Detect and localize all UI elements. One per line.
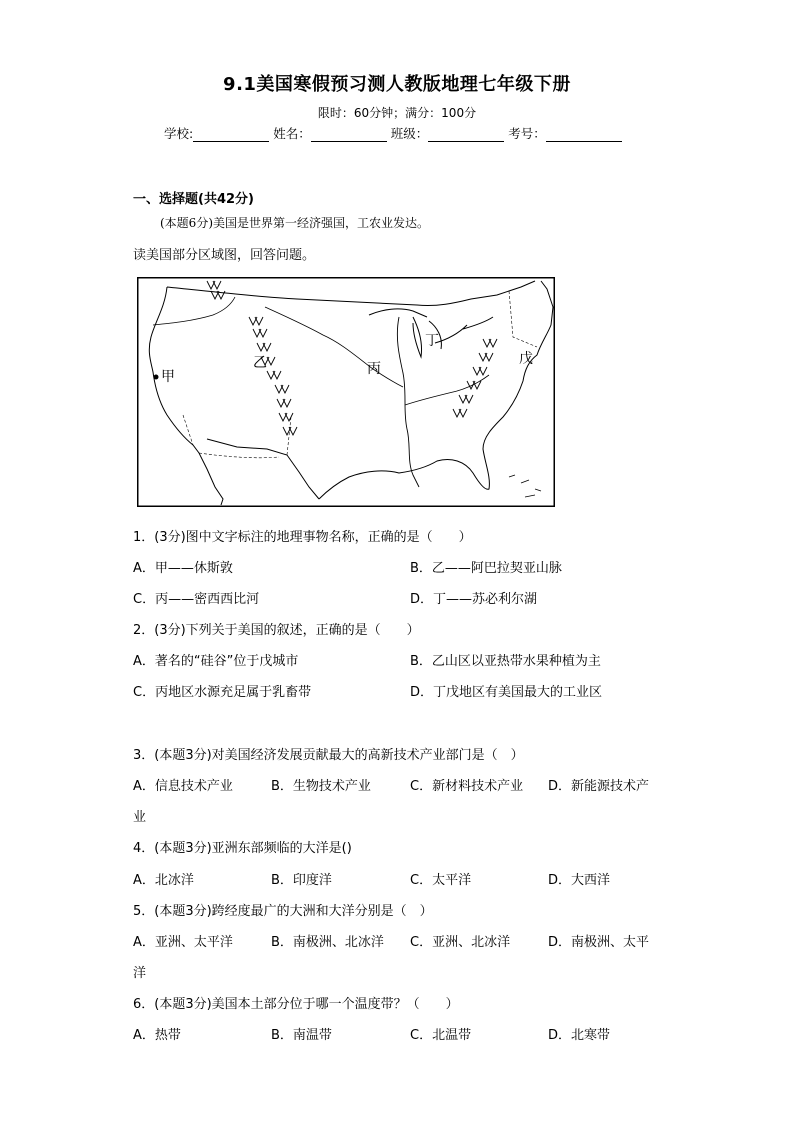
q5-option-a[interactable]: A．亚洲、太平洋 bbox=[133, 935, 233, 950]
question-group-intro: (本题6分)美国是世界第一经济强国，工农业发达。 bbox=[160, 216, 429, 230]
q4-option-d[interactable]: D．大西洋 bbox=[548, 873, 611, 888]
q6-option-a[interactable]: A．热带 bbox=[133, 1028, 181, 1043]
q6-option-c[interactable]: C．北温带 bbox=[410, 1028, 472, 1043]
question-2-stem: 2．(3分)下列关于美国的叙述，正确的是（ ） bbox=[133, 623, 420, 638]
q5-option-b[interactable]: B．南极洲、北冰洋 bbox=[271, 935, 384, 950]
question-4-stem: 4．(本题3分)亚洲东部频临的大洋是() bbox=[133, 841, 352, 856]
q5-option-d[interactable]: D．南极洲、太平 bbox=[548, 935, 650, 950]
exam-number-blank[interactable] bbox=[546, 128, 622, 142]
jia-city-dot bbox=[154, 375, 159, 380]
class-label: 班级： bbox=[390, 126, 429, 141]
school-label: 学校: bbox=[164, 126, 194, 141]
q6-option-d[interactable]: D．北寒带 bbox=[548, 1028, 611, 1043]
time-score-info: 限时：60分钟；满分：100分 bbox=[317, 106, 477, 120]
q3-option-b[interactable]: B．生物技术产业 bbox=[271, 779, 371, 794]
q2-option-d[interactable]: D．丁戊地区有美国最大的工业区 bbox=[410, 685, 603, 700]
q6-option-b[interactable]: B．南温带 bbox=[271, 1028, 332, 1043]
question-6-stem: 6．(本题3分)美国本土部分位于哪一个温度带？（ ） bbox=[133, 997, 459, 1012]
q4-option-b[interactable]: B．印度洋 bbox=[271, 873, 332, 888]
question-1-stem: 1．(3分)图中文字标注的地理事物名称，正确的是（ ） bbox=[133, 530, 472, 545]
q2-option-a[interactable]: A．著名的“硅谷”位于戊城市 bbox=[133, 654, 299, 669]
name-blank[interactable] bbox=[311, 128, 387, 142]
label-yi: 乙 bbox=[253, 356, 267, 371]
q2-option-b[interactable]: B．乙山区以亚热带水果种植为主 bbox=[410, 654, 601, 669]
label-jia: 甲 bbox=[161, 370, 175, 385]
label-ding: 丁 bbox=[425, 334, 439, 349]
exam-number-label: 考号： bbox=[508, 126, 546, 141]
q1-option-d[interactable]: D．丁——苏必利尔湖 bbox=[410, 592, 538, 607]
question-3-stem: 3．(本题3分)对美国经济发展贡献最大的高新技术产业部门是（ ） bbox=[133, 748, 524, 763]
q3-option-d-wrap: 业 bbox=[133, 810, 147, 825]
map-instruction: 读美国部分区域图，回答问题。 bbox=[133, 248, 316, 263]
question-5-stem: 5．(本题3分)跨经度最广的大洲和大洋分别是（ ） bbox=[133, 904, 433, 919]
name-label: 姓名： bbox=[273, 126, 311, 141]
q4-option-a[interactable]: A．北冰洋 bbox=[133, 873, 194, 888]
q5-option-d-wrap: 洋 bbox=[133, 966, 147, 981]
q4-option-c[interactable]: C．太平洋 bbox=[410, 873, 472, 888]
section-heading: 一、选择题(共42分) bbox=[133, 192, 254, 207]
q1-option-b[interactable]: B．乙——阿巴拉契亚山脉 bbox=[410, 561, 562, 576]
q2-option-c[interactable]: C．丙地区水源充足属于乳畜带 bbox=[133, 685, 312, 700]
q3-option-a[interactable]: A．信息技术产业 bbox=[133, 779, 233, 794]
q3-option-d[interactable]: D．新能源技术产 bbox=[548, 779, 650, 794]
q5-option-c[interactable]: C．亚洲、北冰洋 bbox=[410, 935, 511, 950]
class-blank[interactable] bbox=[428, 128, 504, 142]
label-wu: 戊 bbox=[519, 352, 533, 367]
student-info-row bbox=[164, 124, 622, 142]
page-title: 9.1美国寒假预习测人教版地理七年级下册 bbox=[223, 74, 571, 95]
map-frame bbox=[138, 278, 555, 507]
usa-region-map bbox=[137, 277, 555, 507]
q1-option-c[interactable]: C．丙——密西西比河 bbox=[133, 592, 260, 607]
label-bing: 丙 bbox=[367, 362, 381, 377]
q1-option-a[interactable]: A．甲——休斯敦 bbox=[133, 561, 233, 576]
q3-option-c[interactable]: C．新材料技术产业 bbox=[410, 779, 524, 794]
school-blank[interactable] bbox=[193, 128, 269, 142]
